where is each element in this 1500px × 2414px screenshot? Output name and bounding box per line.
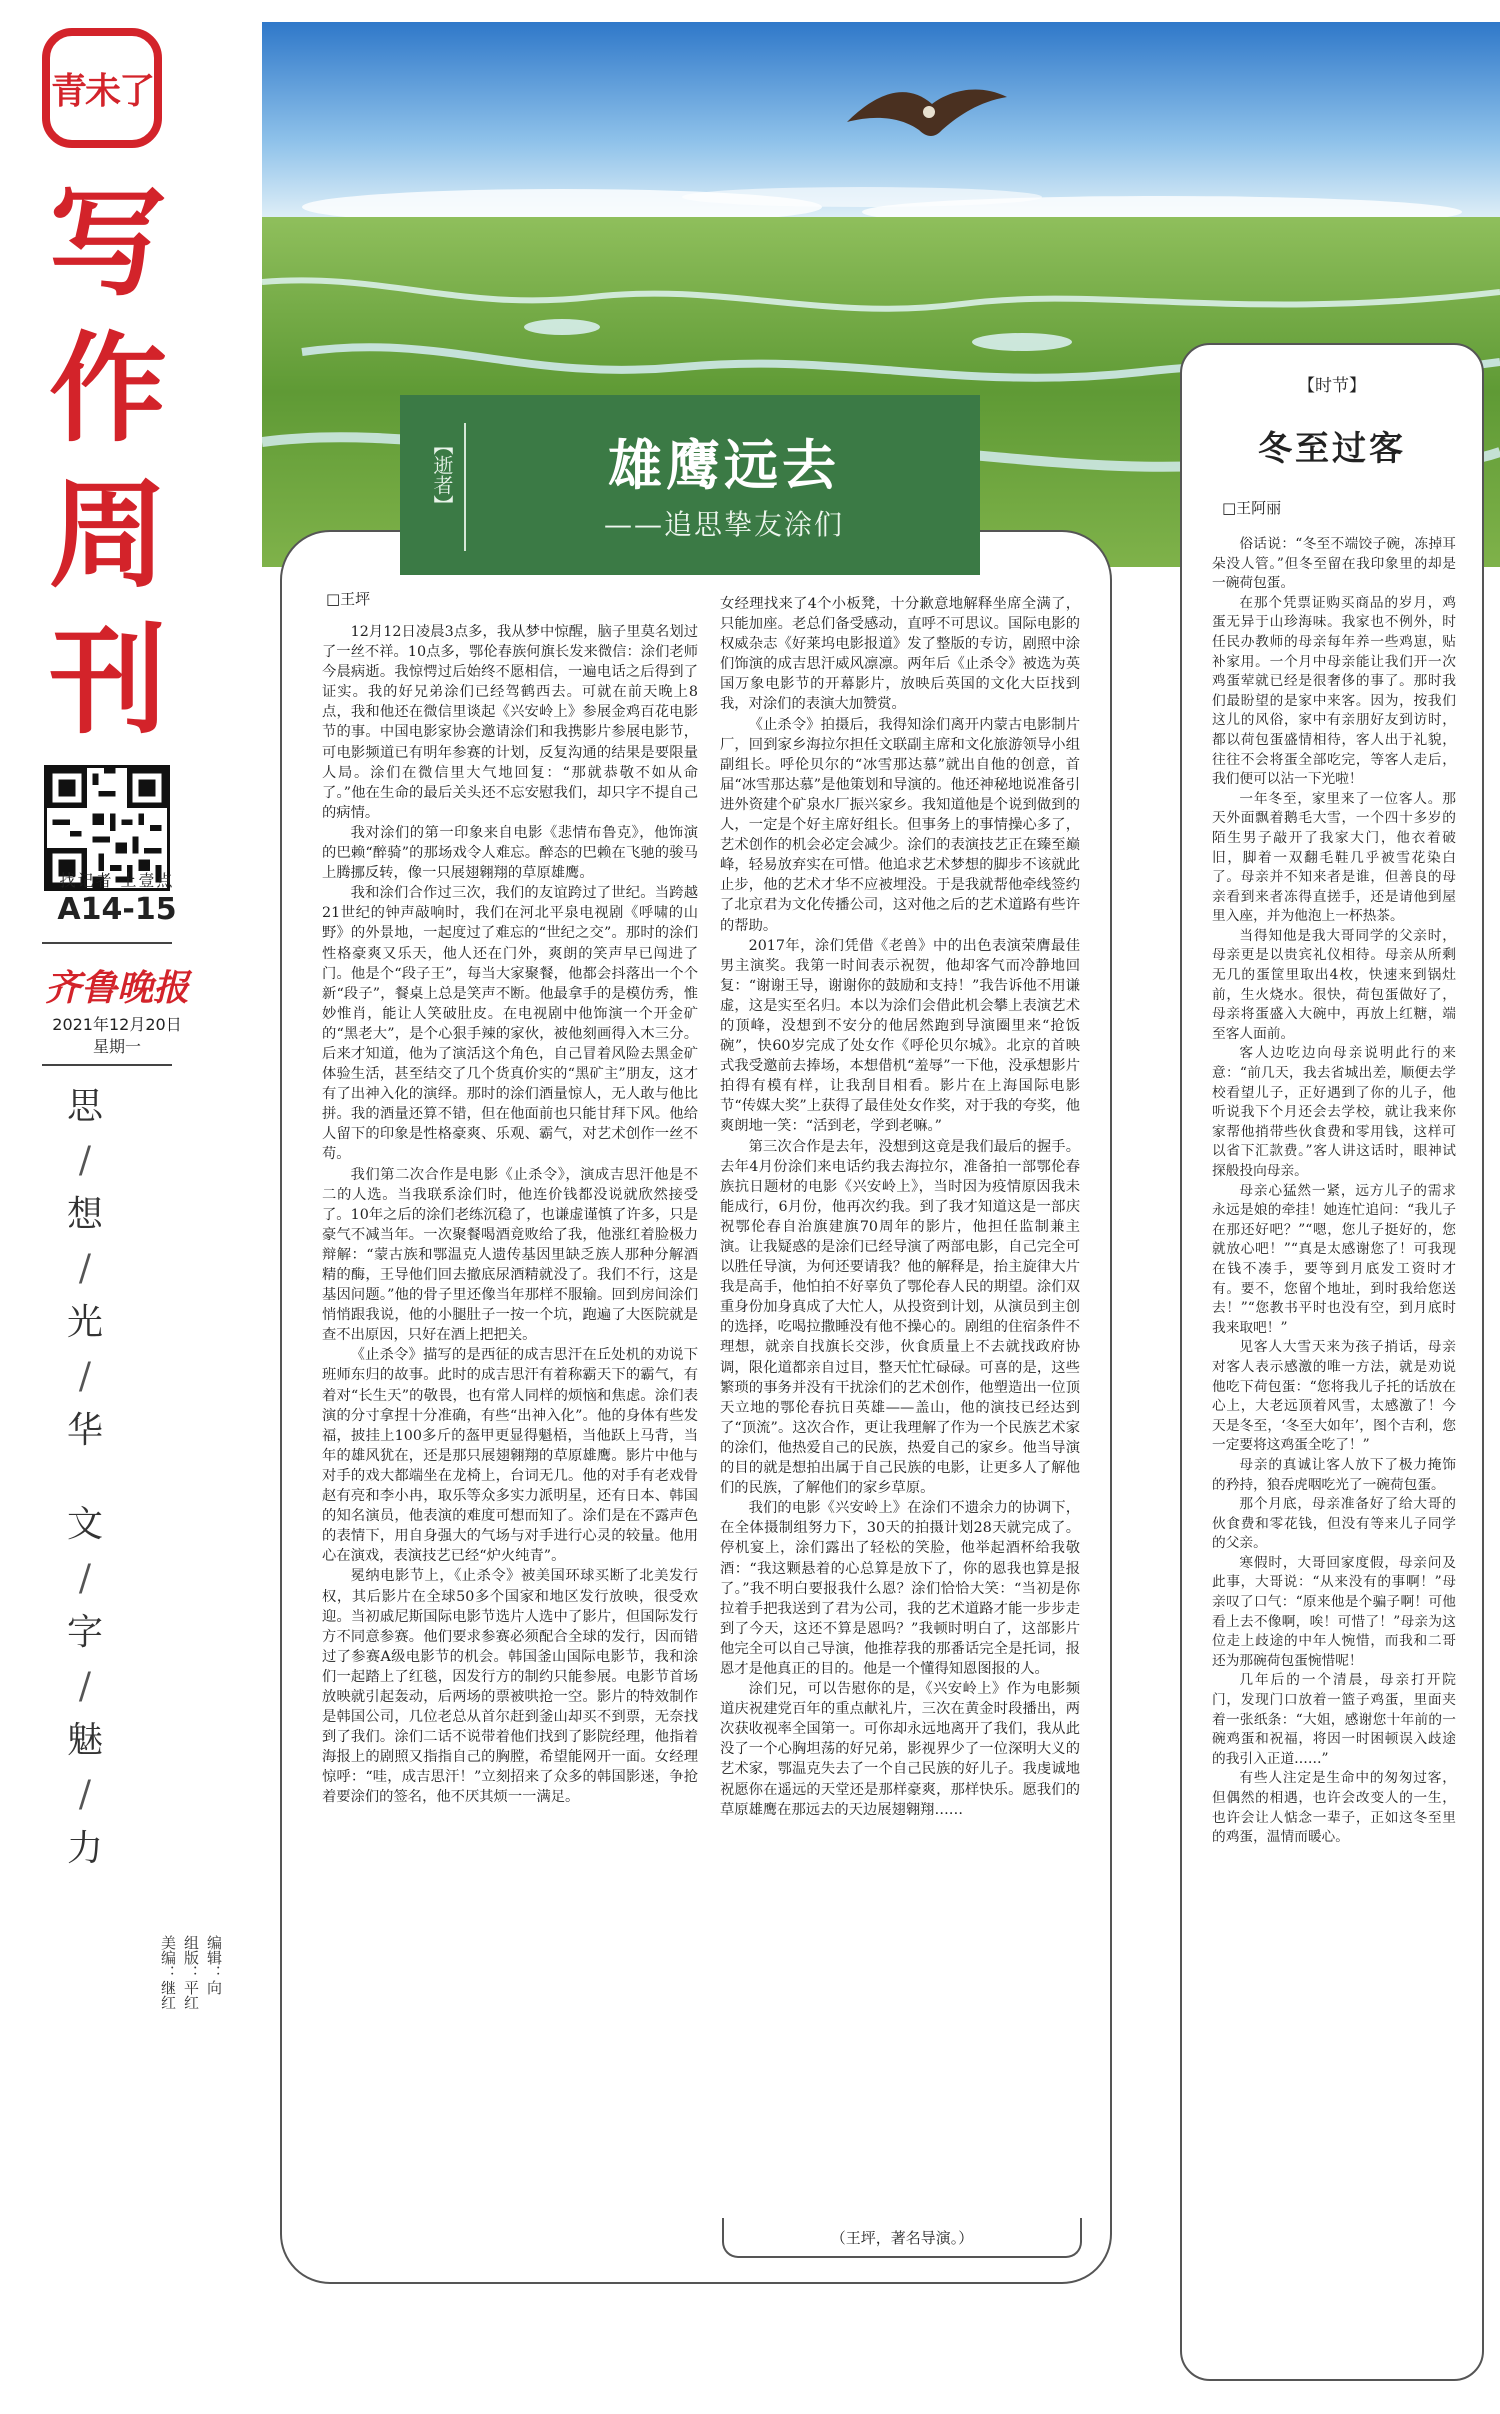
slogan-char: 华 (66, 1410, 103, 1451)
issue-date: 2021年12月20日 (52, 1015, 182, 1034)
paragraph: 寒假时，大哥回家度假，母亲问及此事，大哥说：“从来没有的事啊！”母亲叹了口气：“原来他是个骗子啊！可他看上去不像啊，唉！可惜了！”母亲为这位走上歧途的中年人惋惜，而我和二哥还为那碗荷包蛋惋惜呢！ (1212, 1554, 1456, 1669)
side-section-label: 【时节】 (1298, 376, 1366, 396)
slogan-char: 字 (66, 1612, 103, 1653)
slogan-sep: / (78, 1666, 92, 1707)
slogan-gap (60, 1458, 110, 1498)
paragraph: 有些人注定是生命中的匆匆过客，但偶然的相遇，也许会改变人的一生，也许会让人惦念一辈子，正如这冬至里的鸡蛋，温情而暖心。 (1212, 1770, 1456, 1846)
article-column-2 (720, 594, 1080, 2214)
slogan-char: 魅 (66, 1720, 103, 1761)
main-article (280, 530, 1112, 2284)
paragraph: 一年冬至，家里来了一位客人。那天外面飘着鹅毛大雪，一个四十多岁的陌生男子敲开了我家大门，他衣着破旧，脚着一双翻毛鞋几乎被雪花染白了。母亲并不知来者是谁，但善良的母亲看到来者冻得直搓手，还是请他到屋里入座，并为他泡上一杯热茶。 (1212, 790, 1456, 925)
article-tag: 【逝者】 (430, 435, 454, 515)
slogan-sep: / (78, 1774, 92, 1815)
article-subtitle: ——追思挚友涂们 (603, 508, 844, 541)
paragraph: 俗话说：“冬至不端饺子碗，冻掉耳朵没人管。”但冬至留在我印象里的却是一碗荷包蛋。 (1212, 536, 1456, 592)
editor-credit: 美编：继红 (159, 1935, 177, 2010)
logo-text: 青未了 (50, 69, 153, 112)
slogan-sep: / (78, 1356, 92, 1397)
paragraph: 母亲心猛然一紧，远方儿子的需求永远是娘的牵挂！她连忙追问：“我儿子在那还好吧？”“嗯，您儿子挺好的，您就放心吧！”“真是太感谢您了！可我现在钱不凑手，要等到月底发工资时才有。要不，您留个地址，到时我给您送去！”“您教书平时也没有空，到月底时我来取吧！” (1212, 1182, 1456, 1336)
find-reporter-label: 找记者 上壹点 (59, 871, 175, 890)
divider (42, 1064, 172, 1066)
divider (42, 942, 172, 944)
slogan-char: 想 (66, 1194, 103, 1235)
slogan-char: 思 (66, 1086, 103, 1127)
paragraph: 我们第二次合作是电影《止杀令》，演成吉思汗他是不二的人选。当我联系涂们时，他连价钱都没说就欣然接受了。10年之后的涂们老练沉稳了，也谦虚谨慎了许多，只是豪气不减当年。一次聚餐喝酒竟败给了我，他涨红着脸极力辩解：“蒙古族和鄂温克人遗传基因里缺乏族人那种分解酒精的酶，王导他们回去撤底尿酒精就没了。我们不行，这是基因问题。”他的骨子里还像当年那样不服输。回到房间涂们悄悄跟我说，他的小腿肚子一按一个坑，跑遍了大医院就是查不出原因，只好在酒上把把关。 (322, 1166, 698, 1344)
paragraph: 第三次合作是去年，没想到这竟是我们最后的握手。去年4月份涂们来电话约我去海拉尔，准备拍一部鄂伦春族抗日题材的电影《兴安岭上》，当时因为疫情原因我未能成行，6月份，他再次约我。到了我才知道这是一部庆祝鄂伦春自治旗建旗70周年的影片，他担任监制兼主演。让我疑惑的是涂们已经导演了两部电影，自己完全可以胜任导演，为何还要请我？他的解释是，抬主旋律大片我是高手，他怕拍不好辜负了鄂伦春人民的期望。涂们双重身份加身真成了大忙人，从投资到计划，从演员到主创的选择，吃喝拉撒睡没有他不操心的。剧组的住宿条件不理想，就亲自找旗长交涉，伙食质量上不去就找政府协调，限化道都亲自过目，整天忙忙碌碌。可喜的是，这些繁琐的事务并没有干扰涂们的艺术创作，他塑造出一位顶天立地的鄂伦春抗日英雄——盖山，他的演技已经达到了“顶流”。这次合作，更让我理解了作为一个民族艺术家的涂们，他热爱自己的民族，热爱自己的家乡。他当导演的目的就是想拍出属于自己民族的电影，让更多人了解他们的民族，了解他们的家乡草原。 (720, 1138, 1080, 1497)
paragraph: 我们的电影《兴安岭上》在涂们不遗余力的协调下，在全体摄制组努力下，30天的拍摄计划28天就完成了。停机宴上，涂们露出了轻松的笑脸，他举起酒杯给我敬酒：“我这颗悬着的心总算是放下了，你的恩我也算是报了。”我不明白要报我什么恩？涂们恰恰大笑：“当初是你拉着手把我送到了君为公司，我的艺术道路才能一步步走到了今天，这还不算是恩吗？”我顿时明白了，这部影片他完全可以自己导演，他推荐我的那番话完全是托词，报恩才是他真正的目的。他是一个懂得知恩图报的人。 (720, 1500, 1080, 1677)
side-article-body (1212, 535, 1456, 2365)
slogan-sep: / (78, 1558, 92, 1599)
editor-credit: 编辑：向 (205, 1935, 223, 1995)
paragraph: 《止杀令》拍摄后，我得知涂们离开内蒙古电影制片厂，回到家乡海拉尔担任文联副主席和文化旅游领导小组副组长。呼伦贝尔的“冰雪那达慕”就出自他的创意，首届“冰雪那达慕”是他策划和导演的。他还神秘地说准备引进外资建个矿泉水厂振兴家乡。我知道他是个说到做到的人，一定是个好主席好组长。但事务上的事情操心多了，艺术创作的机会必定会减少。涂们的表演技艺正在臻至巅峰，轻易放弃实在可惜。他追求艺术梦想的脚步不该就此止步，他的艺术才华不应被埋没。于是我就帮他牵线签约了北京君为文化传播公司，这对他之后的艺术道路有些许的帮助。 (720, 716, 1080, 934)
issue-weekday: 星期一 (92, 1037, 141, 1056)
paragraph: 我对涂们的第一印象来自电影《悲情布鲁克》，他饰演的巴赖“醉骑”的那场戏令人难忘。醉态的巴赖在飞驰的骏马上腾挪反转，像一只展翅翱翔的草原雄鹰。 (322, 824, 698, 882)
page-numbers: A14-15 (57, 892, 177, 927)
side-article-title: 冬至过客 (1258, 429, 1406, 469)
paragraph: 那个月底，母亲准备好了给大哥的伙食费和零花钱，但没有等来儿子同学的父亲。 (1212, 1496, 1456, 1552)
paragraph: 涂们兄，可以告慰你的是，《兴安岭上》作为电影频道庆祝建党百年的重点献礼片，三次在黄金时段播出，两次获收视率全国第一。可你却永远地离开了我们，我从此没了一个心胸坦荡的好兄弟，影视界少了一位深明大义的艺术家，鄂温克失去了一个自己民族的好儿子。我虔诚地祝愿你在遥远的天堂还是那样豪爽，那样快乐。愿我们的草原雄鹰在那远去的天边展翅翱翔…… (720, 1681, 1080, 1818)
side-article-author: □王阿丽 (1222, 499, 1282, 517)
slogan (60, 1080, 110, 1876)
paragraph: 在那个凭票证购买商品的岁月，鸡蛋无异于山珍海味。我家也不例外，时任民办教师的母亲每年养一些鸡崽，贴补家用。一个月中母亲能让我们开一次鸡蛋荤就已经是很奢侈的事了。那时我们最盼望的是家中来客。因为，按我们这儿的风俗，家中有亲朋好友到访时，都以荷包蛋盛情相待，客人出于礼貌，往往不会将蛋全部吃完，等客人走后，我们便可以沾一下光啦！ (1212, 594, 1456, 788)
logo (42, 28, 162, 148)
divider (464, 423, 466, 551)
editor-credit: 组版：平红 (182, 1935, 200, 2010)
newspaper-name: 齐鲁晚报 (44, 967, 189, 1009)
slogan-char: 力 (66, 1828, 103, 1869)
paragraph: 女经理找来了4个小板凳，十分歉意地解释坐席全满了，只能加座。老总们备受感动，直呼不可思议。国际电影的权威杂志《好莱坞电影报道》发了整版的专访，剧照中涂们饰演的成吉思汗威风凛凛。两年后《止杀令》被选为英国万象电影节的开幕影片，放映后英国的文化大臣找到我，对涂们的表演大加赞赏。 (720, 596, 1080, 713)
slogan-char: 文 (66, 1504, 103, 1545)
title-banner (400, 395, 980, 575)
paragraph: 几年后的一个清晨，母亲打开院门，发现门口放着一篮子鸡蛋，里面夹着一张纸条：“大姐，感谢您十年前的一碗鸡蛋和祝福，将因一时困顿误入歧途的我引入正道……” (1212, 1672, 1456, 1767)
paragraph: 客人边吃边向母亲说明此行的来意：“前几天，我去省城出差，顺便去学校看望儿子，正好遇到了你的儿子，他听说我下个月还会去学校，就让我来你家帮他捎带些伙食费和零用钱，这样可以省下汇款费。”客人讲这话时，眼神试探般投向母亲。 (1212, 1045, 1456, 1179)
slogan-char: 光 (66, 1302, 103, 1343)
paragraph: 《止杀令》描写的是西征的成吉思汗在丘处机的劝说下班师东归的故事。此时的成吉思汗有着称霸天下的霸气，有着对“长生天”的敬畏，也有常人同样的烦恼和焦虑。涂们表演的分寸拿捏十分准确，有些“出神入化”。他的身体有些发福，披挂上100多斤的盔甲更显得魁梧，当他跃上马背，当年的雄风犹在，还是那只展翅翱翔的草原雄鹰。影片中他与对手的戏大都端坐在龙椅上，台词无几。他的对手有老戏骨赵有亮和李小冉，取乐等众多实力派明星，还有日本、韩国的知名演员，他表演的难度可想而知了。涂们是在不露声色的表情下，用自身强大的气场与对手进行心灵的较量。他用心在演戏，表演技艺已经“炉火纯青”。 (322, 1347, 698, 1565)
paragraph: 我和涂们合作过三次，我们的友谊跨过了世纪。当跨越21世纪的钟声敲响时，我们在河北平泉电视剧《呼啸的山野》的外景地，一起度过了难忘的“世纪之交”。那时的涂们性格豪爽又乐天，他人还在门外，爽朗的笑声早已闯进了门。他是个“段子王”，每当大家聚餐，他都会抖落出一个个新“段子”，餐桌上总是笑声不断。他最拿手的是模仿秀，惟妙惟肖，能让人笑破肚皮。在电视剧中他饰演一个开金矿的“黑老大”，是个心狠手辣的家伙，被他刻画得入木三分。后来才知道，他为了演活这个角色，自己冒着风险去黑金矿体验生活，甚至结交了几个货真价实的“黑矿主”朋友，这才有了出神入化的演绎。那时的涂们酒量惊人，无人敢与他比拼。我的酒量还算不错，但在他面前也只能甘拜下风。他给人留下的印象是性格豪爽、乐观、霸气，对艺术创作一丝不苟。 (322, 885, 698, 1163)
article-column-1 (322, 622, 698, 2252)
side-article (1180, 343, 1484, 2381)
editor-credits (158, 1935, 223, 2010)
masthead (20, 20, 223, 2390)
paragraph: 见客人大雪天来为孩子捎话，母亲对客人表示感激的唯一方法，就是劝说他吃下荷包蛋：“您将我儿子托的话放在心上，大老远顶着风雪，太感激了！今天是冬至，‘冬至大如年’，图个吉利，您一定要将这鸡蛋全吃了！” (1212, 1339, 1456, 1454)
paragraph: 12月12日凌晨3点多，我从梦中惊醒，脑子里莫名划过了一丝不祥。10点多，鄂伦春族何旗长发来微信：涂们老师今晨病逝。我惊愕过后始终不愿相信，一遍电话之后得到了证实。我的好兄弟涂们已经驾鹤西去。可就在前天晚上8点，我和他还在微信里谈起《兴安岭上》参展金鸡百花电影节的事。中国电影家协会邀请涂们和我携影片参展电影节，可电影频道已有明年参赛的计划，反复沟通的结果是要限量人局。涂们在微信里大气地回复：“那就恭敬不如从命了。”他在生命的最后关头还不忘安慰我们，却只字不提自己的病情。 (322, 624, 698, 821)
article-author: □王坪 (326, 590, 371, 608)
article-title: 雄鹰远去 (608, 434, 840, 497)
section-title: 写作周刊 (48, 174, 167, 750)
paragraph: 2017年，涂们凭借《老兽》中的出色表演荣膺最佳男主演奖。我第一时间表示祝贺，他却客气而冷静地回复：“谢谢王导，谢谢你的鼓励和支持！”我告诉他不用谦虚，这是实至名归。本以为涂们会借此机会攀上表演艺术的顶峰，没想到不安分的他居然跑到导演圈里来“抢饭碗”，快60岁完成了处女作《呼伦贝尔城》。北京的首映式我受邀前去捧场，本想借机“羞辱”一下他，没承想影片拍得有模有样，让我刮目相看。影片在上海国际电影节“传媒大奖”上获得了最佳处女作奖，对于我的夸奖，他爽朗地一笑：“活到老，学到老嘛。” (720, 937, 1080, 1135)
slogan-sep: / (78, 1140, 92, 1181)
paragraph: 冕纳电影节上，《止杀令》被美国环球买断了北美发行权，其后影片在全球50多个国家和地区发行放映，很受欢迎。当初戚尼斯国际电影节选片人选中了影片，但国际发行方不同意参赛。他们要求参赛必须配合全球的发行，因而错过了参赛A级电影节的机会。韩国釜山国际电影节，我和涂们一起踏上了红毯，因发行方的制约只能参展。电影节首场放映就引起轰动，后两场的票被哄抢一空。影片的特效制作是韩国公司，几位老总从首尔赶到釜山却买不到票，无奈找到了我们。涂们二话不说带着他们找到了影院经理，他指着海报上的剧照又指指自己的胸膛，希望能网开一面。女经理惊呼：“哇，成吉思汗！”立刻招来了众多的韩国影迷，争抢着要涂们的签名，他不厌其烦一一满足。 (322, 1568, 698, 1806)
author-bio: （王坪，著名导演。） (722, 2218, 1082, 2258)
paragraph: 母亲的真诚让客人放下了极力掩饰的矜持，狼吞虎咽吃光了一碗荷包蛋。 (1212, 1456, 1456, 1493)
paragraph: 当得知他是我大哥同学的父亲时，母亲更是以贵宾礼仪相待。母亲从所剩无几的蛋筐里取出4枚，快速来到锅灶前，生火烧水。很快，荷包蛋做好了，母亲将蛋盛入大碗中，再放上红糖，端至客人面前。 (1212, 927, 1456, 1042)
slogan-sep: / (78, 1248, 92, 1289)
